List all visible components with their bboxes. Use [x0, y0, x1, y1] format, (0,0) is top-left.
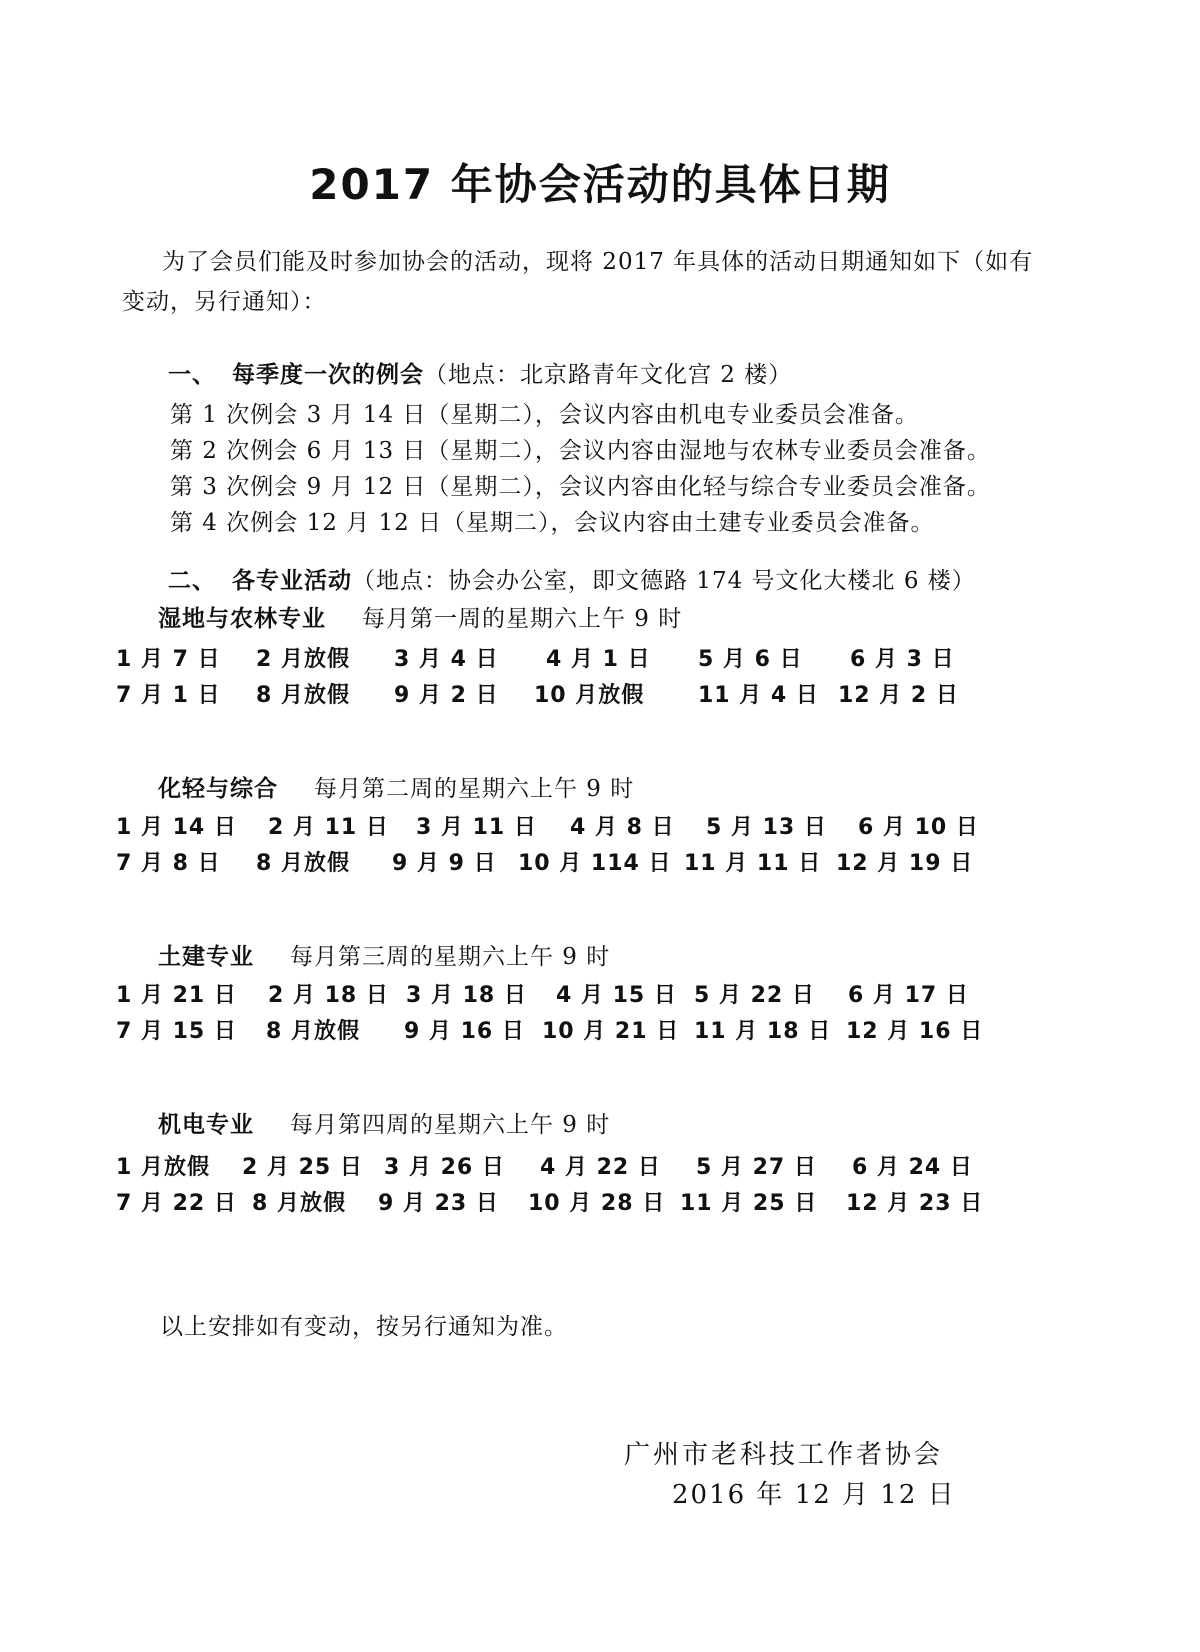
date-cell: 9 月 16 日 [404, 1019, 525, 1044]
date-cell: 10 月放假 [534, 683, 645, 708]
date-cell: 12 月 2 日 [838, 683, 959, 708]
date-cell: 4 月 15 日 [556, 983, 677, 1008]
date-cell: 11 月 4 日 [698, 683, 819, 708]
date-cell: 11 月 25 日 [680, 1191, 818, 1216]
date-cell: 8 月放假 [252, 1191, 346, 1216]
group-title-electromechanical [158, 1106, 610, 1139]
date-cell: 1 月 7 日 [116, 647, 221, 672]
date-cell: 1 月 21 日 [116, 983, 237, 1008]
date-row [0, 978, 1200, 1014]
date-cell: 2 月 25 日 [242, 1155, 363, 1180]
section2-heading [168, 562, 976, 595]
date-cell: 2 月放假 [256, 647, 350, 672]
date-cell: 9 月 23 日 [378, 1191, 499, 1216]
group-schedule: 每月第一周的星期六上午 9 时 [362, 606, 683, 632]
date-cell: 2 月 11 日 [268, 815, 389, 840]
section2-title: 各专业活动 [232, 567, 352, 594]
date-cell: 7 月 1 日 [116, 683, 221, 708]
date-cell: 1 月 14 日 [116, 815, 237, 840]
date-cell: 5 月 6 日 [698, 647, 803, 672]
document-title: 2017 年协会活动的具体日期 [309, 160, 891, 209]
section1-location-note: （地点：北京路青年文化宫 2 楼） [424, 362, 793, 388]
date-cell: 7 月 22 日 [116, 1191, 237, 1216]
group-schedule: 每月第三周的星期六上午 9 时 [290, 944, 611, 970]
date-cell: 11 月 18 日 [694, 1019, 832, 1044]
date-cell: 12 月 16 日 [846, 1019, 984, 1044]
section2-location-note: （地点：协会办公室，即文德路 174 号文化大楼北 6 楼） [352, 568, 976, 594]
signature-date: 2016 年 12 月 12 日 [672, 1480, 956, 1510]
meeting-item-2: 第 2 次例会 6 月 13 日（星期二），会议内容由湿地与农林专业委员会准备。 [170, 438, 991, 464]
date-cell: 6 月 17 日 [848, 983, 969, 1008]
date-cell: 2 月 18 日 [268, 983, 389, 1008]
group-name: 机电专业 [158, 1111, 254, 1138]
group-schedule: 每月第四周的星期六上午 9 时 [290, 1112, 611, 1138]
date-cell: 1 月放假 [116, 1155, 210, 1180]
section1-number: 一、 [168, 361, 216, 388]
date-cell: 8 月放假 [256, 683, 350, 708]
date-row [0, 1014, 1200, 1050]
date-row [0, 1150, 1200, 1186]
date-cell: 3 月 11 日 [416, 815, 537, 840]
date-cell: 7 月 8 日 [116, 851, 221, 876]
group-title-chemical-comprehensive [158, 770, 634, 803]
closing-note: 以上安排如有变动，按另行通知为准。 [160, 1314, 568, 1340]
date-cell: 8 月放假 [266, 1019, 360, 1044]
group-name: 湿地与农林专业 [158, 605, 326, 632]
signature-organization: 广州市老科技工作者协会 [624, 1440, 944, 1470]
date-cell: 5 月 27 日 [696, 1155, 817, 1180]
section2-number: 二、 [168, 567, 216, 594]
date-cell: 3 月 26 日 [384, 1155, 505, 1180]
date-row [0, 678, 1200, 714]
date-row [0, 642, 1200, 678]
date-cell: 5 月 22 日 [694, 983, 815, 1008]
date-cell: 9 月 2 日 [394, 683, 499, 708]
date-cell: 12 月 19 日 [836, 851, 974, 876]
date-cell: 8 月放假 [256, 851, 350, 876]
date-row [0, 846, 1200, 882]
meeting-item-3: 第 3 次例会 9 月 12 日（星期二），会议内容由化轻与综合专业委员会准备。 [170, 474, 991, 500]
date-cell: 3 月 4 日 [394, 647, 499, 672]
group-title-wetland-forestry [158, 600, 682, 633]
date-cell: 5 月 13 日 [706, 815, 827, 840]
meeting-item-1: 第 1 次例会 3 月 14 日（星期二），会议内容由机电专业委员会准备。 [170, 402, 919, 428]
date-row [0, 1186, 1200, 1222]
group-name: 化轻与综合 [158, 775, 278, 802]
group-schedule: 每月第二周的星期六上午 9 时 [314, 776, 635, 802]
intro-paragraph: 为了会员们能及时参加协会的活动，现将 2017 年具体的活动日期通知如下（如有变动，另行通知）： [122, 249, 1034, 315]
date-cell: 6 月 24 日 [852, 1155, 973, 1180]
date-cell: 11 月 11 日 [684, 851, 822, 876]
date-cell: 12 月 23 日 [846, 1191, 984, 1216]
meeting-item-4: 第 4 次例会 12 月 12 日（星期二），会议内容由土建专业委员会准备。 [170, 510, 935, 536]
date-row [0, 810, 1200, 846]
date-cell: 10 月 114 日 [518, 851, 672, 876]
group-name: 土建专业 [158, 943, 254, 970]
date-cell: 6 月 10 日 [858, 815, 979, 840]
date-cell: 4 月 22 日 [540, 1155, 661, 1180]
date-cell: 4 月 1 日 [546, 647, 651, 672]
date-cell: 10 月 28 日 [528, 1191, 666, 1216]
date-cell: 3 月 18 日 [406, 983, 527, 1008]
date-cell: 6 月 3 日 [850, 647, 955, 672]
date-cell: 4 月 8 日 [570, 815, 675, 840]
date-cell: 9 月 9 日 [392, 851, 497, 876]
group-title-civil-engineering [158, 938, 610, 971]
date-cell: 7 月 15 日 [116, 1019, 237, 1044]
section1-title: 每季度一次的例会 [232, 361, 424, 388]
date-cell: 10 月 21 日 [542, 1019, 680, 1044]
section1-heading [168, 356, 792, 389]
